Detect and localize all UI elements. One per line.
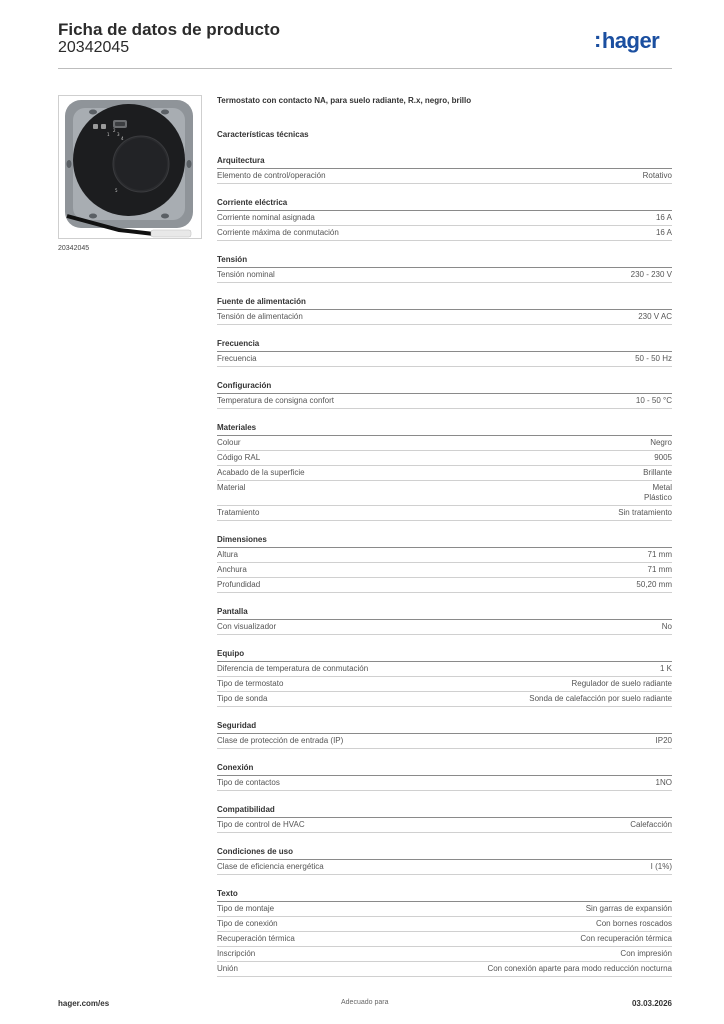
spec-value — [238, 550, 672, 560]
spec-section — [217, 381, 672, 409]
spec-value — [315, 213, 672, 223]
product-image — [58, 95, 202, 239]
spec-row — [217, 268, 672, 283]
spec-row — [217, 677, 672, 692]
spec-row — [217, 451, 672, 466]
section-title: Compatibilidad — [217, 805, 672, 818]
spec-row — [217, 548, 672, 563]
spec-row — [217, 962, 672, 977]
spec-value-line: 16 A — [655, 228, 672, 237]
spec-value — [305, 820, 672, 830]
spec-value — [305, 468, 672, 478]
spec-value-line: 230 V AC — [638, 312, 672, 321]
spec-value-line: No — [661, 622, 672, 631]
spec-label: Clase de eficiencia energética — [217, 862, 324, 871]
spec-value — [274, 904, 672, 914]
spec-row — [217, 578, 672, 593]
spec-section — [217, 847, 672, 875]
spec-value-line: Con conexión aparte para modo reducción nocturna — [487, 964, 672, 973]
spec-value — [303, 312, 672, 322]
spec-row — [217, 169, 672, 184]
footer-note: Adecuado para — [341, 999, 389, 1006]
spec-value-line: 50 - 50 Hz — [635, 354, 672, 363]
spec-label: Elemento de control/operación — [217, 171, 326, 180]
spec-value-line: 71 mm — [647, 565, 672, 574]
spec-value-line: Con recuperación térmica — [580, 934, 672, 943]
spec-value — [283, 679, 672, 689]
spec-section — [217, 423, 672, 521]
spec-value-line: Sin garras de expansión — [585, 904, 672, 913]
spec-value-line: 1 K — [659, 664, 672, 673]
spec-value-line: Calefacción — [630, 820, 672, 829]
sensor-probe — [151, 230, 191, 237]
spec-label: Temperatura de consigna confort — [217, 396, 334, 405]
spec-value-line: Plástico — [643, 493, 672, 502]
spec-value-line: Regulador de suelo radiante — [571, 679, 672, 688]
spec-section — [217, 607, 672, 635]
section-title: Tensión — [217, 255, 672, 268]
section-title: Seguridad — [217, 721, 672, 734]
spec-section — [217, 297, 672, 325]
spec-label: Código RAL — [217, 453, 261, 462]
spec-value — [368, 664, 672, 674]
spec-row — [217, 394, 672, 409]
spec-label: Tensión nominal — [217, 270, 275, 279]
spec-value — [324, 862, 672, 872]
section-title: Corriente eléctrica — [217, 198, 672, 211]
spec-label: Inscripción — [217, 949, 256, 958]
thermostat-illustration — [59, 96, 201, 238]
spec-value-line: Brillante — [643, 468, 672, 477]
spec-value — [257, 354, 672, 364]
section-title: Equipo — [217, 649, 672, 662]
spec-label: Frecuencia — [217, 354, 257, 363]
spec-value-line: Sonda de calefacción por suelo radiante — [529, 694, 672, 703]
spec-value — [339, 228, 672, 238]
spec-label: Clase de protección de entrada (IP) — [217, 736, 344, 745]
hager-logo: :hager — [594, 27, 660, 53]
section-title: Frecuencia — [217, 339, 672, 352]
spec-row — [217, 947, 672, 962]
spec-label: Altura — [217, 550, 238, 559]
dial-digit: 1 — [107, 132, 110, 137]
spec-value — [245, 483, 672, 503]
dial-digit: 2 — [113, 128, 116, 133]
section-title: Fuente de alimentación — [217, 297, 672, 310]
spec-value — [241, 438, 672, 448]
spec-value — [260, 580, 672, 590]
spec-value-line: Rotativo — [642, 171, 672, 180]
spec-value — [255, 949, 672, 959]
footer-date: 03.03.2026 — [631, 999, 672, 1008]
spec-label: Diferencia de temperatura de conmutación — [217, 664, 369, 673]
spec-value — [295, 934, 672, 944]
section-title: Condiciones de uso — [217, 847, 672, 860]
spec-label: Tratamiento — [217, 508, 260, 517]
product-title: Termostato con contacto NA, para suelo radiante, R.x, negro, brillo — [217, 96, 472, 105]
spec-label: Acabado de la superficie — [217, 468, 305, 477]
spec-value-line: IP20 — [655, 736, 672, 745]
spec-value-line: 1NO — [655, 778, 672, 787]
section-title: Conexión — [217, 763, 672, 776]
spec-row — [217, 310, 672, 325]
spec-value — [267, 694, 672, 704]
spec-value-line: 10 - 50 °C — [635, 396, 672, 405]
dial-digit: 3 — [117, 132, 120, 137]
spec-label: Tipo de control de HVAC — [217, 820, 305, 829]
spec-section — [217, 763, 672, 791]
spec-value-line: Sin tratamiento — [618, 508, 672, 517]
spec-label: Tipo de montaje — [217, 904, 275, 913]
spec-label: Tipo de termostato — [217, 679, 284, 688]
header-divider — [58, 68, 672, 69]
spec-label: Corriente máxima de conmutación — [217, 228, 339, 237]
spec-label: Material — [217, 483, 246, 492]
spec-section — [217, 805, 672, 833]
spec-value — [280, 778, 672, 788]
spec-section — [217, 198, 672, 241]
spec-value — [276, 622, 672, 632]
spec-row — [217, 692, 672, 707]
spec-label: Recuperación térmica — [217, 934, 295, 943]
spec-row — [217, 226, 672, 241]
section-title: Arquitectura — [217, 156, 672, 169]
spec-row — [217, 917, 672, 932]
spec-section — [217, 339, 672, 367]
section-title: Pantalla — [217, 607, 672, 620]
section-title: Materiales — [217, 423, 672, 436]
spec-value-line: Con impresión — [620, 949, 672, 958]
spec-row — [217, 481, 672, 506]
spec-label: Corriente nominal asignada — [217, 213, 315, 222]
spec-section — [217, 889, 672, 977]
spec-row — [217, 563, 672, 578]
dial-digit: 5 — [115, 188, 118, 193]
spec-section — [217, 156, 672, 184]
spec-section — [217, 255, 672, 283]
spec-label: Unión — [217, 964, 238, 973]
spec-value-line: 9005 — [654, 453, 672, 462]
spec-row — [217, 466, 672, 481]
spec-label: Colour — [217, 438, 241, 447]
footer-website: hager.com/es — [58, 999, 110, 1008]
spec-content — [217, 96, 672, 977]
spec-label: Profundidad — [217, 580, 261, 589]
section-title: Configuración — [217, 381, 672, 394]
dial-digit: 4 — [121, 136, 124, 141]
spec-row — [217, 506, 672, 521]
spec-row — [217, 352, 672, 367]
spec-row — [217, 902, 672, 917]
spec-label: Anchura — [217, 565, 247, 574]
spec-row — [217, 932, 672, 947]
spec-value-line: 16 A — [655, 213, 672, 222]
spec-value-line: 71 mm — [647, 550, 672, 559]
spec-value-line: 230 - 230 V — [630, 270, 672, 279]
section-title: Texto — [217, 889, 672, 902]
spec-row — [217, 860, 672, 875]
spec-section — [217, 649, 672, 707]
spec-value — [275, 270, 672, 280]
product-code: 20342045 — [58, 39, 130, 56]
spec-value — [278, 919, 672, 929]
spec-row — [217, 211, 672, 226]
spec-row — [217, 818, 672, 833]
spec-row — [217, 734, 672, 749]
logo-text: hager — [601, 28, 660, 53]
spec-value — [334, 396, 672, 406]
spec-value-line: I (1%) — [650, 862, 672, 871]
spec-value — [326, 171, 672, 181]
spec-row — [217, 662, 672, 677]
spec-value-line: Metal — [652, 483, 672, 492]
spec-row — [217, 776, 672, 791]
section-title: Dimensiones — [217, 535, 672, 548]
spec-sections — [217, 156, 672, 977]
tech-heading: Características técnicas — [217, 130, 309, 139]
spec-label: Tensión de alimentación — [217, 312, 303, 321]
spec-value — [343, 736, 672, 746]
page-title: Ficha de datos de producto — [58, 20, 280, 39]
spec-value — [260, 453, 672, 463]
spec-label: Tipo de contactos — [217, 778, 280, 787]
spec-value-line: Con bornes roscados — [595, 919, 672, 928]
spec-label: Tipo de sonda — [217, 694, 268, 703]
spec-value — [238, 964, 672, 974]
spec-value — [259, 508, 672, 518]
image-caption: 20342045 — [58, 245, 90, 252]
spec-label: Con visualizador — [217, 622, 277, 631]
spec-row — [217, 620, 672, 635]
spec-row — [217, 436, 672, 451]
spec-section — [217, 535, 672, 593]
spec-value-line: Negro — [650, 438, 672, 447]
spec-section — [217, 721, 672, 749]
spec-value — [247, 565, 672, 575]
spec-value-line: 50,20 mm — [636, 580, 672, 589]
spec-label: Tipo de conexión — [217, 919, 278, 928]
